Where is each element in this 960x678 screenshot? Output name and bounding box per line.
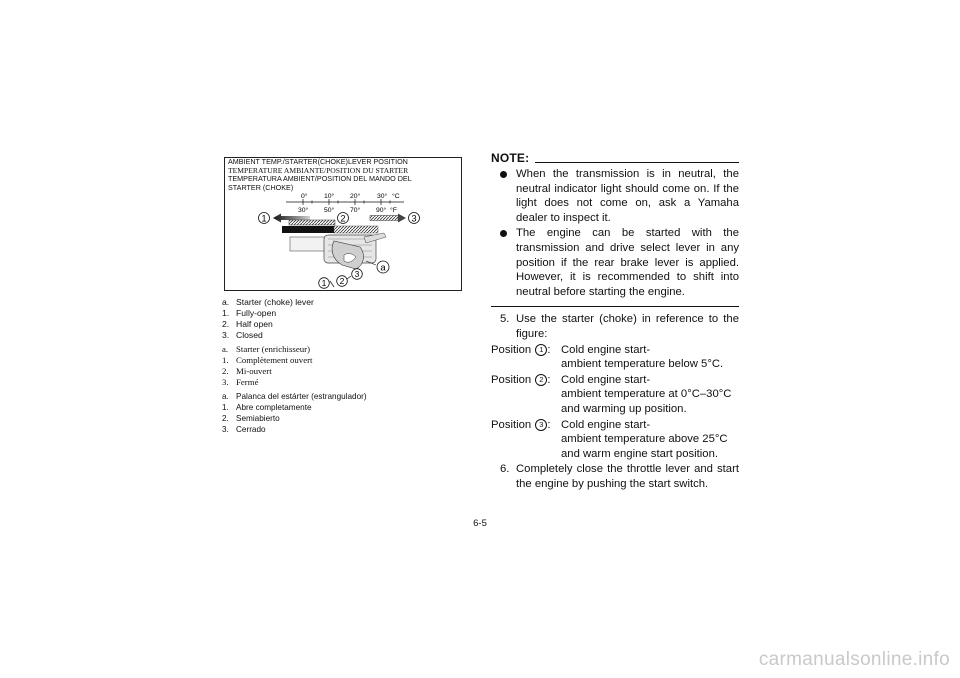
note-title: NOTE:: [491, 151, 530, 166]
caption-line: 2. Semiabierto: [222, 414, 280, 423]
position-row: [491, 373, 739, 417]
fahrenheit-tick: 90°: [376, 207, 387, 214]
callout-label: a: [380, 262, 386, 274]
caption-group-french: [222, 344, 367, 388]
note-bullet: The engine can be started with the transmission and drive select lever in any position if the rear brake lever is applied. However, it is recommended to shift into neutral before starting the engine.: [491, 226, 739, 299]
callout-label: 1: [321, 278, 327, 289]
fahrenheit-unit: °F: [390, 207, 397, 214]
caption-group-spanish: [222, 391, 367, 435]
page-number: 6-5: [473, 518, 487, 529]
position-row: [491, 343, 739, 372]
figure-title-line: STARTER (CHOKE): [228, 182, 294, 192]
handlebar-illustration: [282, 226, 386, 269]
position-description: Cold engine start- ambient temperature above 25°C and warm engine start position.: [561, 418, 728, 460]
circled-number: 2: [535, 374, 547, 386]
caption-line: 3. Closed: [222, 330, 263, 340]
celsius-unit: °C: [392, 193, 400, 200]
caption-line: a. Starter (enrichisseur): [222, 344, 311, 354]
position-description: Cold engine start- ambient temperature below 5°C.: [561, 343, 724, 371]
figure-captions: [222, 297, 367, 438]
position-label: Position 3 :: [491, 418, 551, 431]
note-header: [491, 152, 739, 166]
bullet-dot-icon: [500, 230, 507, 237]
caption-line: 1. Abre completamente: [222, 403, 312, 412]
callout-label: 3: [411, 213, 417, 224]
callout-label: 3: [354, 269, 360, 280]
bullet-dot-icon: [500, 171, 507, 178]
caption-line: a. Starter (choke) lever: [222, 297, 314, 307]
fahrenheit-tick: 70°: [350, 207, 361, 214]
figure-title-line: TEMPERATURA AMBIENT/POSITION DEL MANDO DEL: [228, 174, 412, 184]
caption-line: 1. Fully-open: [222, 308, 277, 318]
note-rule: [535, 162, 739, 163]
caption-line: 3. Cerrado: [222, 425, 266, 434]
position-label: Position 2 :: [491, 373, 551, 386]
caption-line: 2. Half open: [222, 319, 273, 329]
caption-line: 2. Mi-ouvert: [222, 366, 272, 376]
step-item: 5. Use the starter (choke) in reference to the figure:: [500, 313, 739, 340]
celsius-tick: 0°: [301, 193, 308, 200]
position-row: [491, 418, 739, 462]
fahrenheit-tick: 30°: [298, 207, 309, 214]
figure-title-line: TEMPERATURE AMBIANTE/POSITION DU STARTER: [228, 165, 409, 175]
celsius-tick: 30°: [377, 193, 388, 200]
circled-number: 1: [535, 344, 547, 356]
circled-number: 3: [535, 419, 547, 431]
half-open-range-bar: [289, 220, 335, 225]
celsius-tick: 20°: [350, 193, 361, 200]
caption-line: 3. Fermé: [222, 377, 259, 387]
caption-group-english: [222, 297, 367, 341]
note-end-rule: [491, 306, 739, 307]
closed-range-bar: [370, 216, 398, 221]
fahrenheit-tick: 50°: [324, 207, 335, 214]
caption-line: a. Palanca del estárter (estrangulador): [222, 392, 367, 401]
choke-diagram: [224, 157, 462, 291]
closed-arrow-head: [398, 214, 406, 223]
step-item: 6. Completely close the throttle lever and start the engine by pushing the start switch.: [500, 463, 739, 490]
position-description: Cold engine start- ambient temperature at 0°C–30°C and warming up position.: [561, 373, 732, 415]
figure-title-line: AMBIENT TEMP./STARTER(CHOKE)LEVER POSITION: [228, 157, 408, 166]
note-bullet: When the transmission is in neutral, the neutral indicator light should come on. If the light does not come on, ask a Yamaha dealer to inspect it.: [491, 167, 739, 225]
callout-label: 2: [340, 213, 346, 224]
celsius-tick: 10°: [324, 193, 335, 200]
instructions-column: [491, 152, 739, 491]
position-label: Position 1 :: [491, 343, 551, 356]
callout-label: 2: [339, 276, 345, 287]
caption-line: 1. Complètement ouvert: [222, 355, 313, 365]
callout-label: 1: [261, 213, 267, 224]
watermark: carmanualsonline.info: [758, 649, 950, 670]
